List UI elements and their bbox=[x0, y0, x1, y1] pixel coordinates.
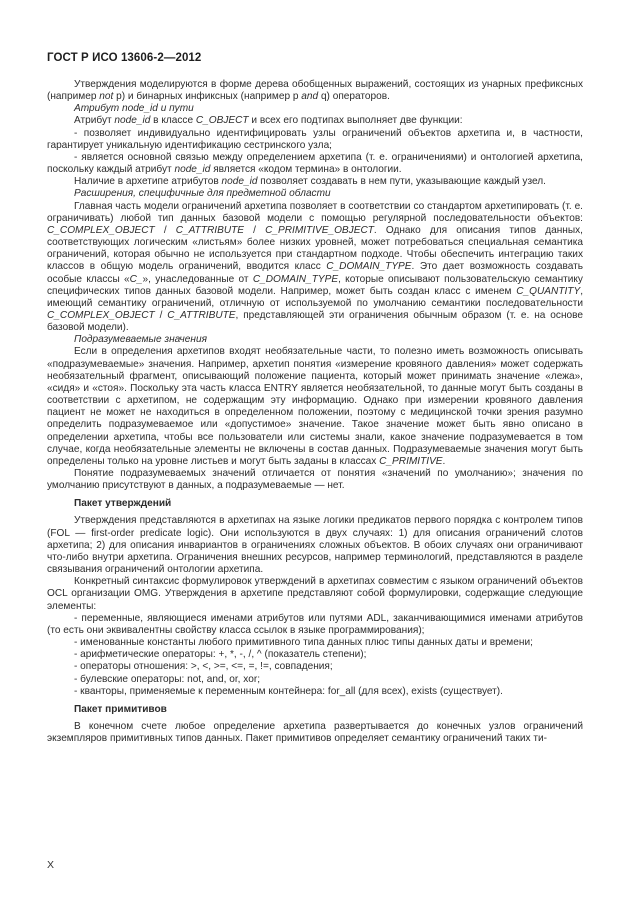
text-run: , которые описывают пользовательскую семантику специфических типов данных базовой модели. Например, может быть создан класс с именем bbox=[47, 273, 583, 297]
italic-text: node_id bbox=[114, 115, 151, 127]
italic-text: Подразумеваемые значения bbox=[74, 334, 207, 346]
italic-text: C_DOMAIN_TYPE bbox=[252, 273, 339, 285]
italic-text: C_DOMAIN_TYPE bbox=[326, 261, 412, 273]
text-run: - именованные константы любого примитивного типа данных плюс типы данных даты и времени; bbox=[74, 637, 533, 649]
standard-header: ГОСТ Р ИСО 13606-2—2012 bbox=[47, 52, 202, 64]
text-run: Пакет утверждений bbox=[74, 498, 172, 510]
paragraph bbox=[47, 576, 583, 612]
text-run: - операторы отношения: >, <, >=, <=, =, !=, совпадения; bbox=[74, 661, 333, 673]
italic-text: node_id bbox=[174, 164, 211, 176]
italic-text: C_OBJECT bbox=[195, 115, 249, 127]
text-run: . Однако для описания типов данных, соответствующих логическим «листьям» более низких уровней, может потребоваться специальная семантика ограничений, которая обычно не используется при стандартном подходе. Чтобы обеспечить интеграцию таких классов в общую модель ограничений, вводится класс bbox=[47, 224, 583, 273]
italic-text: node_id bbox=[221, 176, 258, 188]
italic-text: C_COMPLEX_OBJECT bbox=[47, 309, 155, 321]
document-body bbox=[47, 79, 583, 745]
paragraph bbox=[47, 103, 583, 115]
paragraph bbox=[47, 721, 583, 745]
text-run: , представляющей эти ограничения обычным образом (т. е. на основе базовой модели). bbox=[47, 309, 583, 334]
paragraph bbox=[47, 637, 583, 649]
text-run: и всех его подтипах выполняет две функции: bbox=[248, 115, 463, 127]
text-run: Конкретный синтаксис формулировок утверждений в архетипах совместим с языком ограничений объектов OCL организации OMG. Утверждения в архетипе представляют собой формулировки, содержащие следующие элементы: bbox=[47, 576, 583, 612]
paragraph bbox=[47, 661, 583, 673]
text-run: в классе bbox=[150, 115, 196, 127]
text-run: Понятие подразумеваемых значений отличается от понятия «значений по умолчанию»; значения по умолчанию присутствуют в данных, а подразумеваемые — нет. bbox=[47, 468, 583, 492]
text-run: - булевские операторы: not, and, or, xor; bbox=[74, 673, 261, 685]
italic-text: C_PRIMITIVE_OBJECT bbox=[265, 224, 374, 236]
paragraph bbox=[47, 346, 583, 468]
text-run: Главная часть модели ограничений архетипа позволяет в соответствии со стандартом архетипировать (т. е. ограничивать) любой тип данных базовой модели с помощью регулярной последовательности объектов: bbox=[47, 200, 583, 224]
text-run: Утверждения представляются в архетипах на языке логики предикатов первого порядка с контролем типов (FOL — first-order predicate logic). Они используются в двух случаях: 1) для описания ограничений слотов архетипа; 2) для описания инвариантов в ограничениях сложных объектов. В обоих случаях они ограничивают что-либо внутри архетипа. Ограничения внешних ресурсов, например терминологий, представляются в разделе связывания ограничений онтологии архетипа. bbox=[47, 515, 583, 576]
paragraph bbox=[47, 201, 583, 335]
paragraph bbox=[47, 515, 583, 576]
paragraph bbox=[47, 188, 583, 200]
text-run: / bbox=[244, 224, 266, 236]
text-run: является «кодом термина» в онтологии. bbox=[210, 164, 402, 176]
text-run: Пакет примитивов bbox=[74, 703, 167, 715]
paragraph bbox=[47, 674, 583, 686]
paragraph bbox=[47, 79, 583, 103]
paragraph bbox=[47, 613, 583, 637]
italic-text: Расширения, специфичные для предметной области bbox=[74, 188, 331, 200]
text-run: . bbox=[442, 455, 446, 467]
italic-text: C_ATTRIBUTE bbox=[167, 309, 236, 321]
paragraph bbox=[47, 649, 583, 661]
text-run: , имеющий семантику ограничений, отличную от используемой по умолчанию семантики последовательности bbox=[47, 285, 583, 309]
paragraph bbox=[47, 128, 583, 152]
paragraph bbox=[47, 152, 583, 176]
italic-text: Атрибут node_id и пути bbox=[74, 103, 194, 115]
paragraph bbox=[47, 468, 583, 492]
section-heading bbox=[47, 704, 583, 716]
text-run: - позволяет индивидуально идентифицировать узлы ограничений объектов архетипа и, в частности, гарантирует уникальную идентификацию сестринского узла; bbox=[47, 127, 583, 151]
italic-text: C_ATTRIBUTE bbox=[175, 224, 245, 236]
italic-text: C_COMPLEX_OBJECT bbox=[47, 224, 155, 236]
paragraph bbox=[47, 334, 583, 346]
paragraph bbox=[47, 115, 583, 127]
text-run: В конечном счете любое определение архетипа развертывается до конечных узлов ограничений экземпляров примитивных типов данных. Пакет примитивов определяет семантику ограничений таких ти- bbox=[47, 720, 583, 745]
text-run: Наличие в архетипе атрибутов bbox=[74, 176, 222, 188]
text-run: - переменные, являющиеся именами атрибутов или путями ADL, заканчивающимися именами атрибутов (то есть они эквивалентны свойству класса ссылок в языке программирования); bbox=[47, 612, 583, 636]
text-run: , унаследованные от bbox=[148, 273, 253, 285]
section-heading bbox=[47, 498, 583, 510]
text-run: . Это дает возможность создавать особые классы « bbox=[47, 261, 583, 285]
page-number: X bbox=[47, 859, 55, 871]
italic-text: C_QUANTITY bbox=[516, 285, 581, 297]
text-run: » bbox=[142, 273, 149, 285]
text-run: q) операторов. bbox=[318, 91, 390, 103]
text-run: Если в определения архетипов входят необязательные части, то полезно иметь возможность описывать «подразумеваемые» значения. Например, архетип понятия «измерение кровяного давления» может содержать необязательный фрагмент, описывающий положение пациента, который может принимать значение «лежа», «сидя» и «стоя». Поскольку эта часть класса ENTRY является необязательной, то данные могут быть созданы в соответствии с архетипом, не содержащим эту информацию. Однако при измерении кровяного давления пациент не может не находиться в определенном положении, поэтому с медицинской точки зрения разумно определить подразумеваемое или «допустимое» значение. Такое значение может быть явно описано в определении архетипа, чтобы все пользователи или системы знали, какое значение подразумевается в том случае, когда необязательные элементы не включены в состав данных. Подразумеваемые значения могут быть определены только на уровне листьев и могут быть заданы в классах bbox=[47, 346, 583, 467]
text-run: - является основной связью между определением архетипа (т. е. ограничениями) и онтологией архетипа, поскольку каждый атрибут bbox=[47, 151, 583, 176]
text-run: Атрибут bbox=[74, 115, 115, 127]
text-run: - арифметические операторы: +, *, -, /, ^ (показатель степени); bbox=[74, 649, 367, 661]
text-run: - кванторы, применяемые к переменным контейнера: for_all (для всех), exists (существует). bbox=[74, 685, 503, 697]
paragraph bbox=[47, 176, 583, 188]
italic-text: C_ bbox=[129, 273, 143, 285]
italic-text: and bbox=[301, 91, 319, 103]
text-run: Утверждения моделируются в форме дерева обобщенных выражений, состоящих из унарных префиксных (например bbox=[47, 79, 583, 103]
paragraph bbox=[47, 686, 583, 698]
text-run: p) и бинарных инфиксных (например p bbox=[113, 91, 302, 103]
text-run: позволяет создавать в нем пути, указывающие каждый узел. bbox=[257, 176, 546, 188]
italic-text: C_PRIMITIVE bbox=[379, 455, 443, 467]
italic-text: not bbox=[99, 91, 114, 103]
text-run: / bbox=[154, 309, 168, 321]
text-run: / bbox=[154, 224, 176, 236]
